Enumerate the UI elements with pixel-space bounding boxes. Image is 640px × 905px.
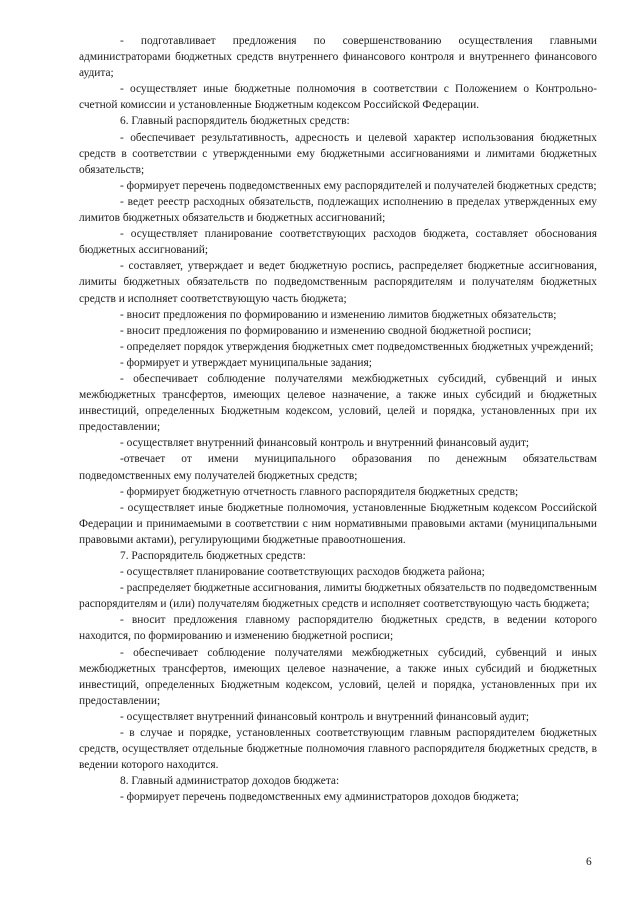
section-heading: 7. Распорядитель бюджетных средств: (120, 550, 306, 562)
paragraph: - обеспечивает соблюдение получателями межбюджетных субсидий, субвенций и иных межбюджетных трансфертов, имеющих целевое назначение, а также иных субсидий и бюджетных инвестиций, определенных Бюджетным кодексом, условий, целей и порядка, установленных при их предоставлении; (79, 646, 597, 707)
paragraph: - формирует перечень подведомственных ему администраторов доходов бюджета; (120, 791, 519, 804)
paragraph: - обеспечивает результативность, адресность и целевой характер использования бюджетных средств в соответствии с утвержденными ему бюджетными ассигнованиями и лимитами бюджетных обязательств; (79, 131, 597, 176)
paragraph: - осуществляет иные бюджетные полномочия, установленные Бюджетным кодексом Российской Федерации и принимаемыми в соответствии с ним нормативными правовыми актами (муниципальными правовыми актами), регулирующими бюджетные правоотношения. (79, 501, 597, 546)
paragraph: - вносит предложения главному распорядителю бюджетных средств, в ведении которого находится, по формированию и изменению бюджетной росписи; (79, 614, 597, 643)
paragraph: - в случае и порядке, установленных соответствующим главным распорядителем бюджетных средств, осуществляет отдельные бюджетные полномочия главного распорядителя бюджетных средств, в ведении которого находится. (79, 727, 597, 772)
paragraph: -отвечает от имени муниципального образования по денежным обязательствам подведомственных ему получателей бюджетных средств; (79, 453, 597, 482)
paragraph: - обеспечивает соблюдение получателями межбюджетных субсидий, субвенций и иных межбюджетных трансфертов, имеющих целевое назначение, а также иных субсидий и бюджетных инвестиций, определенных Бюджетным кодексом, условий, целей и порядка, установленных при их предоставлении; (79, 372, 597, 434)
paragraph: - вносит предложения по формированию и изменению лимитов бюджетных обязательств; (120, 308, 557, 321)
paragraph: - составляет, утверждает и ведет бюджетную роспись, распределяет бюджетные ассигнования, лимиты бюджетных обязательств по подведомственным распорядителям и получателям бюджетных средств и исполняет соответствующую часть бюджета; (79, 260, 597, 305)
paragraph: - осуществляет внутренний финансовый контроль и внутренний финансовый аудит; (120, 437, 530, 450)
section-heading: 6. Главный распорядитель бюджетных средств: (120, 115, 350, 128)
paragraph: - осуществляет планирование соответствующих расходов бюджета района; (120, 566, 485, 579)
paragraph: - осуществляет внутренний финансовый контроль и внутренний финансовый аудит; (120, 710, 530, 723)
paragraph: - подготавливает предложения по совершенствованию осуществления главными администраторами бюджетных средств внутреннего финансового контроля и внутреннего финансового аудита; (79, 35, 597, 80)
paragraph: - вносит предложения по формированию и изменению сводной бюджетной росписи; (120, 324, 532, 337)
paragraph: - распределяет бюджетные ассигнования, лимиты бюджетных обязательств по подведомственным распорядителям и (или) получателям бюджетных средств и исполняет соответствующую часть бюджета; (79, 582, 597, 611)
paragraph: - формирует бюджетную отчетность главного распорядителя бюджетных средств; (120, 485, 519, 498)
section-heading: 8. Главный администратор доходов бюджета: (120, 775, 340, 788)
paragraph: - осуществляет иные бюджетные полномочия в соответствии с Положением о Контрольно-счетной комиссии и установленные Бюджетным кодексом Российской Федерации. (79, 83, 597, 112)
page-number: 6 (586, 856, 592, 868)
paragraph: - ведет реестр расходных обязательств, подлежащих исполнению в пределах утвержденных ему лимитов бюджетных обязательств и бюджетных ассигнований; (79, 195, 597, 225)
paragraph: - формирует перечень подведомственных ему распорядителей и получателей бюджетных средств; (120, 179, 597, 192)
paragraph: - формирует и утверждает муниципальные задания; (120, 356, 372, 369)
paragraph: - осуществляет планирование соответствующих расходов бюджета, составляет обоснования бюджетных ассигнований; (79, 228, 597, 257)
document-body (79, 33, 597, 806)
paragraph: - определяет порядок утверждения бюджетных смет подведомственных бюджетных учреждений; (120, 340, 594, 353)
